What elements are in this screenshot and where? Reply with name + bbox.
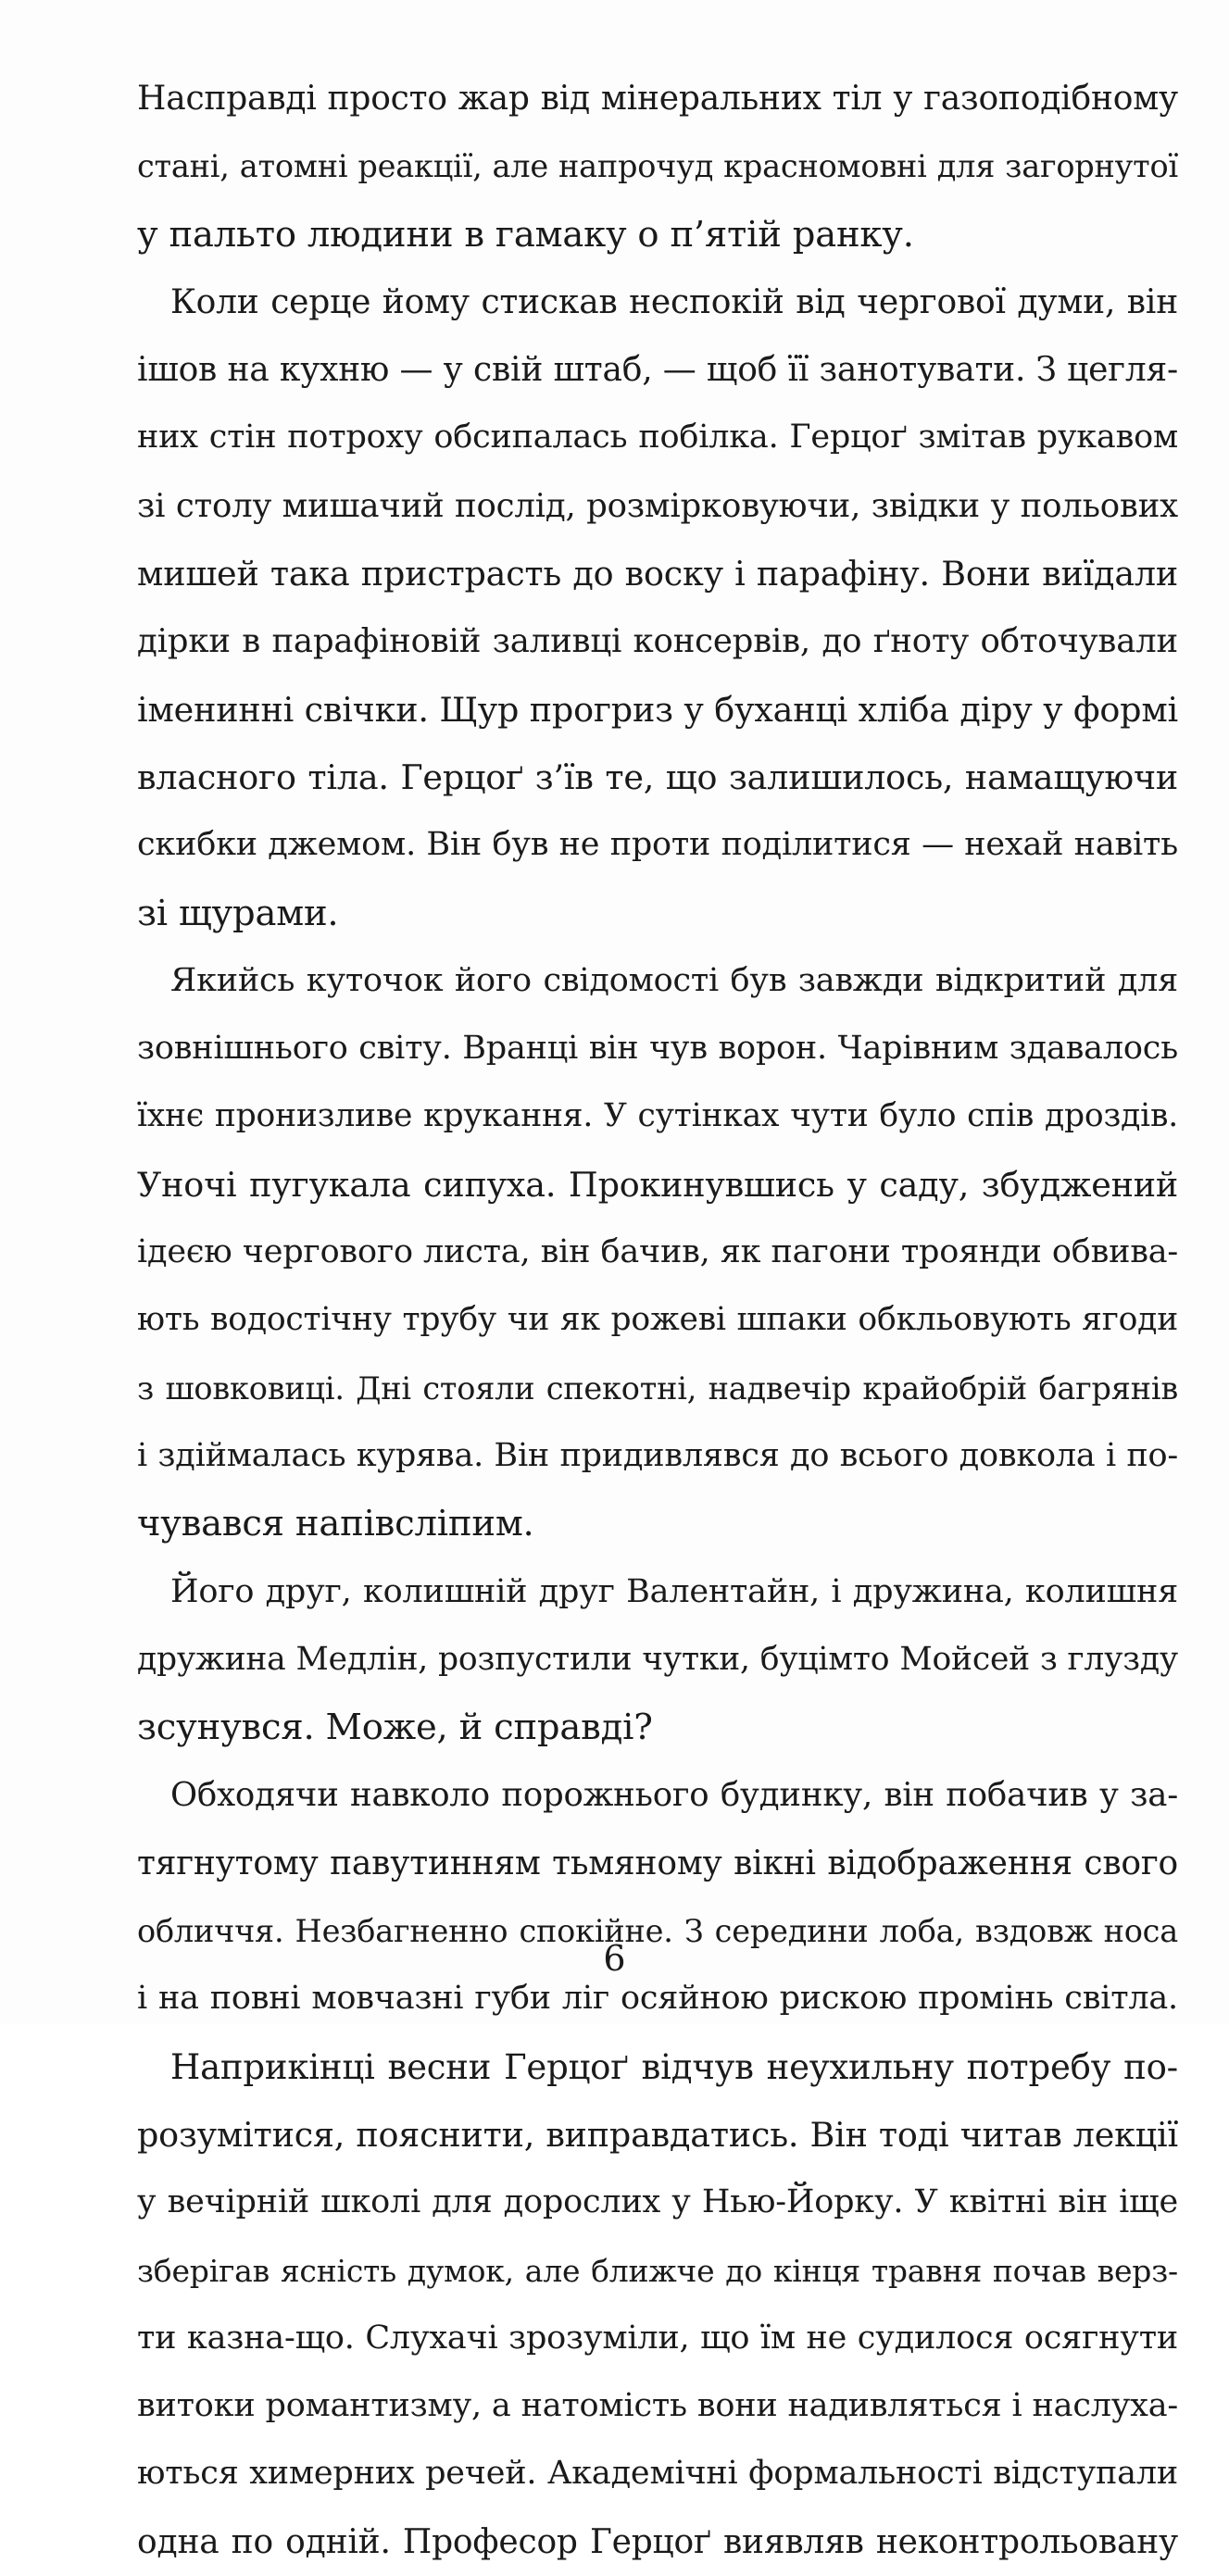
text-line: у вечірній школі для дорослих у Нью-Йорку. У квітні він іще [137,2183,1178,2221]
body-text [137,65,1178,2576]
text-line: зовнішнього світу. Вранці він чув ворон. Чарівним здавалось [137,1030,1178,1068]
text-line: дружина Медлін, розпустили чутки, буцімто Мойсей з глузду [137,1640,1178,1678]
text-line: стані, атомні реакції, але напрочуд красномовні для загорнутої [137,148,1178,185]
text-line: обличчя. Незбагненно спокійне. З середини лоба, вздовж носа [137,1913,1178,1950]
text-line: зі столу мишачий послід, розмірковуючи, звідки у польових [137,486,1178,525]
text-line: розумітися, пояснити, виправдатись. Він тоді читав лекції [137,2114,1178,2155]
text-line: скибки джемом. Він був не проти поділитися — нехай навіть [137,826,1178,864]
page-number: 6 [603,1938,626,1979]
text-line: ють водостічну трубу чи як рожеві шпаки обкльовують ягоди [137,1301,1178,1339]
text-line: зі щурами. [137,892,339,934]
text-line: Насправді просто жар від мінеральних тіл у газоподібному [137,80,1178,118]
text-line: і на повні мовчазні губи ліг осяйною рискою промінь світла. [137,1980,1178,2018]
text-line: зберігав ясність думок, але ближче до кінця травня почав верз- [137,2252,1178,2289]
text-line: Уночі пугукала сипуха. Прокинувшись у саду, збуджений [137,1164,1178,1205]
text-line: них стін потроху обсипалась побілка. Герцоґ змітав рукавом [137,419,1178,456]
text-line: Наприкінці весни Герцоґ відчув неухильну потребу по- [170,2046,1178,2087]
text-line: зсунувся. Може, й справді? [137,1707,653,1749]
text-line: у пальто людини в гамаку о п’ятій ранку. [137,213,914,256]
text-line: ідеєю чергового листа, він бачив, як пагони троянди обвива- [137,1233,1178,1271]
text-line: ішов на кухню — у свій штаб, — щоб її занотувати. З цегля- [137,351,1178,390]
text-line: Обходячи навколо порожнього будинку, він побачив у за- [170,1776,1178,1815]
text-line: тягнутому павутинням тьмяному вікні відображення свого [137,1844,1178,1882]
text-line: чувався напівсліпим. [137,1503,534,1545]
text-line: іменинні свічки. Щур прогриз у буханці хліба діру у формі [137,689,1178,730]
text-line: мишей така пристрасть до воску і парафіну. Вони виїдали [137,554,1178,594]
text-line: одна по одній. Професор Герцоґ виявляв неконтрольовану [137,2522,1178,2561]
text-line: Якийсь куточок його свідомості був завжди відкритий для [170,961,1178,999]
text-line: власного тіла. Герцоґ з’їв те, що залишилось, намащуючи [137,757,1178,797]
text-line: ти казна-що. Слухачі зрозуміли, що їм не судилося осягнути [137,2319,1178,2357]
text-line: ються химерних речей. Академічні формальності відступали [137,2455,1178,2493]
text-line: дірки в парафіновій заливці консервів, до ґноту обточували [137,622,1178,661]
text-line: Його друг, колишній друг Валентайн, і дружина, колишня [170,1572,1178,1610]
text-line: і здіймалась курява. Він придивлявся до всього довкола і по- [137,1436,1178,1474]
text-line: з шовковиці. Дні стояли спекотні, надвечір крайобрій багрянів [137,1369,1178,1407]
text-line: витоки романтизму, а натомість вони надивляться і наслуха- [137,2387,1178,2425]
text-line: їхнє пронизливе крукання. У сутінках чути було спів дроздів. [137,1097,1178,1135]
text-line: Коли серце йому стискав неспокій від чергової думи, він [170,282,1178,321]
